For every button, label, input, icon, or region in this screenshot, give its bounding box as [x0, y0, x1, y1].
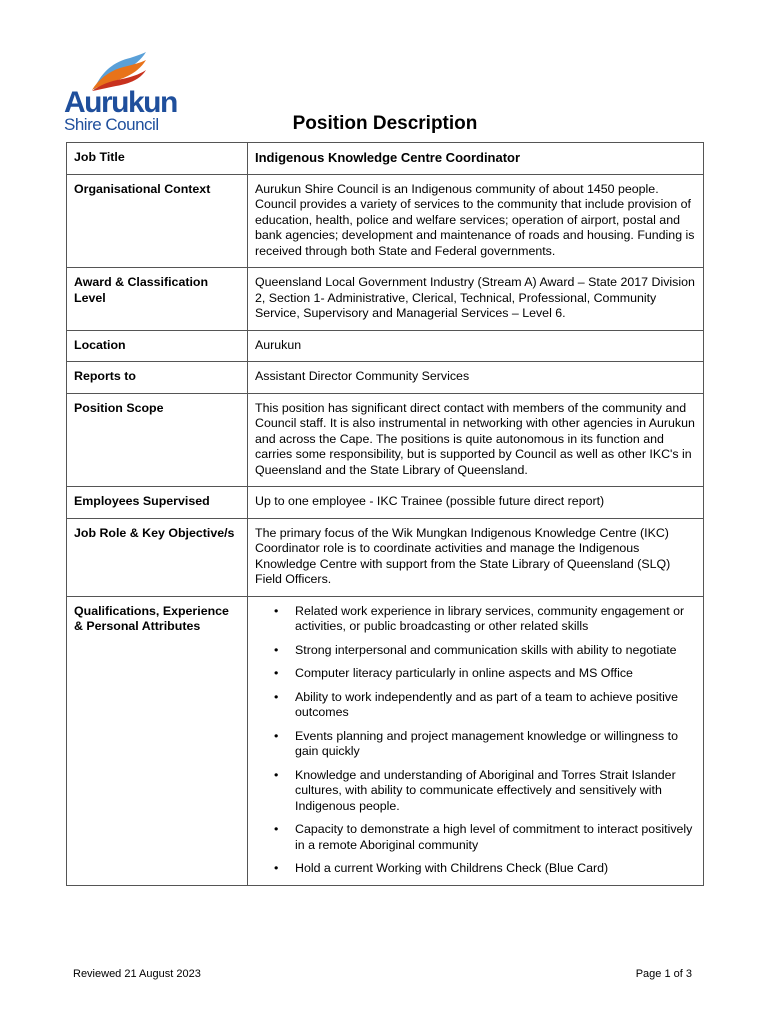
table-row [67, 268, 704, 331]
row-value: Indigenous Knowledge Centre Coordinator [248, 143, 704, 175]
bullet-icon: • [274, 767, 279, 782]
table-row [67, 143, 704, 175]
row-value: Assistant Director Community Services [248, 362, 704, 394]
row-label: Job Title [67, 143, 248, 175]
row-label: Position Scope [67, 393, 248, 487]
table-row [67, 518, 704, 596]
list-item: • Knowledge and understanding of Aboriginal and Torres Strait Islander cultures, with ability to communicate effectively and sensitively with Indigenous people. [274, 767, 676, 813]
row-value: Aurukun Shire Council is an Indigenous community of about 1450 people. Council provides a variety of services to the community that include provision of education, health, police and welfare services; operation of airport, postal and bank agencies; development and maintenance of roads and housing. Funding is received through both State and Federal governments. [248, 174, 704, 268]
footer-page-number: Page 1 of 3 [635, 968, 692, 980]
bullet-icon: • [274, 728, 279, 743]
row-label: Job Role & Key Objective/s [67, 518, 248, 596]
position-table [66, 142, 704, 886]
bullet-icon: • [274, 603, 279, 618]
row-value [248, 596, 704, 885]
list-item: • Capacity to demonstrate a high level of commitment to interact positively in a remote Aboriginal community [274, 822, 693, 852]
row-value: This position has significant direct contact with members of the community and Council staff. It is also instrumental in networking with other agencies in Aurukun and across the Cape. The positions is quite autonomous in its function and carries some responsibility, but is supported by Council as well as other IKC's in Queensland and the State Library of Queensland. [248, 393, 704, 487]
row-value: The primary focus of the Wik Mungkan Indigenous Knowledge Centre (IKC) Coordinator role is to coordinate activities and manage the Indigenous Knowledge Centre with support from the State Library of Queensland (SLQ) Field Officers. [248, 518, 704, 596]
row-label: Employees Supervised [67, 487, 248, 519]
page-title: Position Description [292, 113, 478, 134]
row-label: Reports to [67, 362, 248, 394]
table-row [67, 174, 704, 268]
row-label: Location [67, 330, 248, 362]
table-row [67, 362, 704, 394]
bullet-icon: • [274, 689, 279, 704]
list-item: • Strong interpersonal and communication skills with ability to negotiate [274, 642, 677, 657]
list-item: • Ability to work independently and as part of a team to achieve positive outcomes [274, 689, 678, 719]
bullet-icon: • [274, 861, 279, 875]
row-value: Queensland Local Government Industry (Stream A) Award – State 2017 Division 2, Section 1- Administrative, Clerical, Technical, Professional, Community Service, Supervisory and Managerial Services – Level 6. [248, 268, 704, 331]
list-item: • Computer literacy particularly in online aspects and MS Office [274, 666, 633, 680]
table-row [67, 596, 704, 885]
bullet-icon: • [274, 822, 279, 836]
list-item: • Events planning and project management knowledge or willingness to gain quickly [274, 728, 678, 758]
row-value: Up to one employee - IKC Trainee (possible future direct report) [248, 487, 704, 519]
list-item: • Hold a current Working with Childrens Check (Blue Card) [274, 861, 609, 875]
footer-reviewed-date: Reviewed 21 August 2023 [73, 968, 201, 980]
bullet-icon: • [274, 666, 279, 680]
bullet-icon: • [274, 642, 279, 657]
row-value: Aurukun [248, 330, 704, 362]
table-row [67, 393, 704, 487]
row-label: Qualifications, Experience & Personal Attributes [67, 596, 248, 885]
row-label: Organisational Context [67, 174, 248, 268]
table-row [67, 330, 704, 362]
qualifications-list [255, 604, 696, 877]
logo-wordmark: Aurukun [64, 86, 177, 119]
logo-subtitle: Shire Council [64, 115, 159, 134]
table-row [67, 487, 704, 519]
row-label: Award & Classification Level [67, 268, 248, 331]
list-item: • Related work experience in library services, community engagement or activities, or public broadcasting or other related skills [274, 603, 685, 633]
